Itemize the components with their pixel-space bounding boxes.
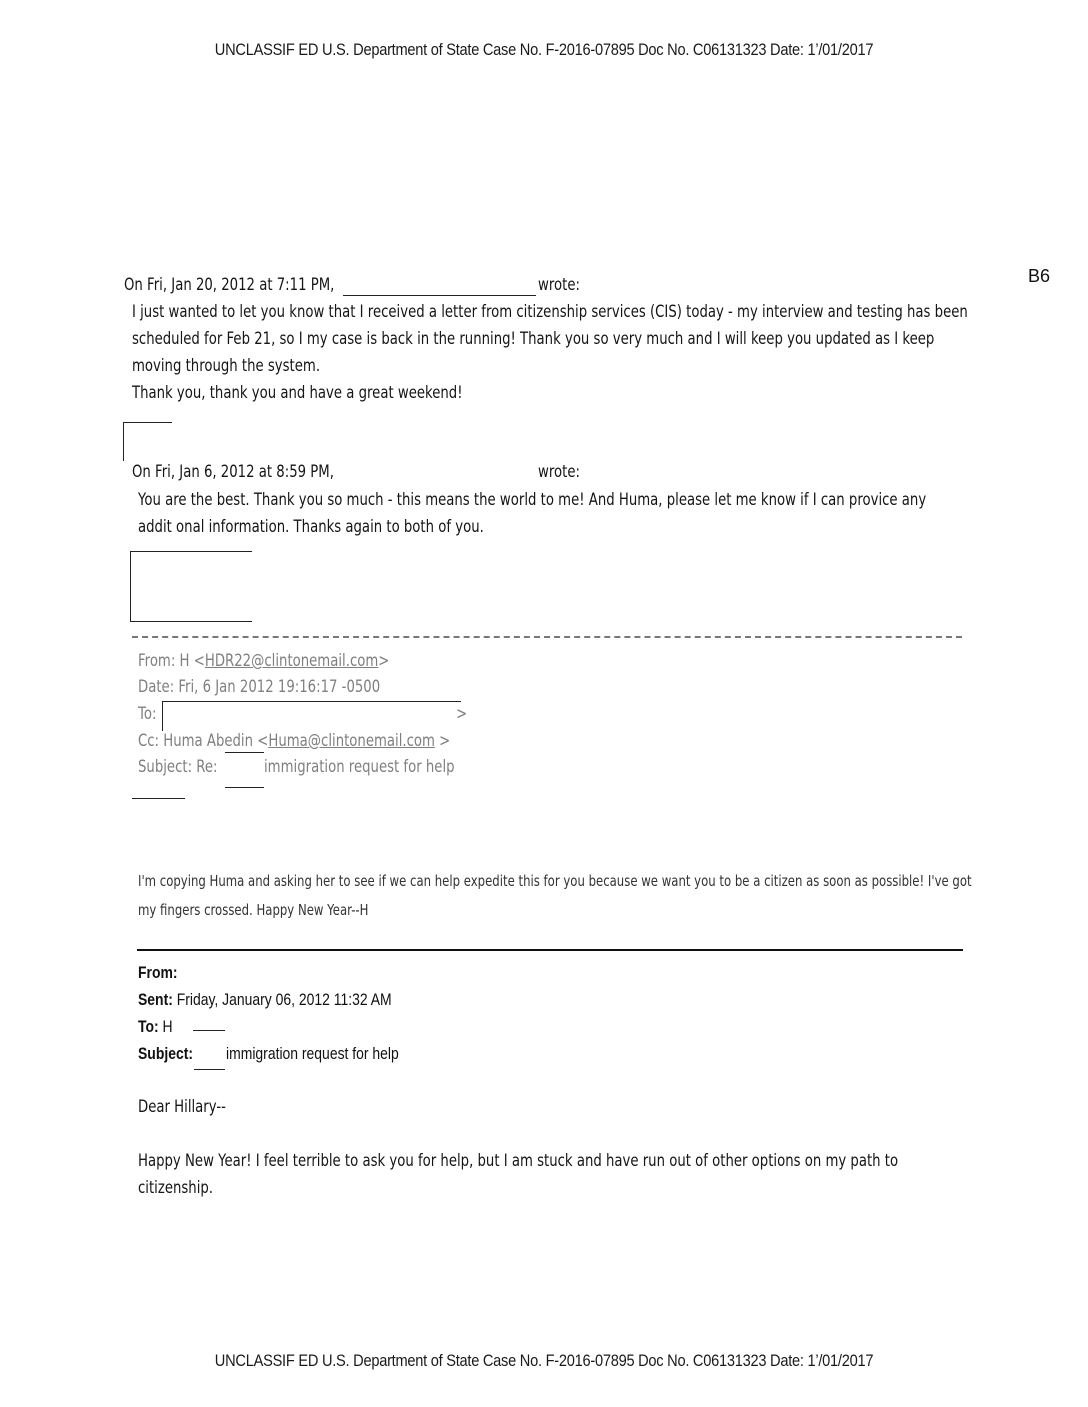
separator-solid bbox=[137, 949, 963, 951]
separator-dashed bbox=[132, 636, 962, 638]
msg2-line-2: addit onal information. Thanks again to both of you. bbox=[138, 517, 484, 537]
classification-header: UNCLASSIF ED U.S. Department of State Case No. F-2016-07895 Doc No. C06131323 Date: 1’/01/2017 bbox=[214, 40, 874, 59]
fwd-subject-prefix: Re: bbox=[196, 757, 218, 777]
orig-sent-label: Sent: bbox=[138, 990, 173, 1009]
orig-sent-value: Friday, January 06, 2012 11:32 AM bbox=[176, 990, 392, 1009]
reply-line-2: my fingers crossed. Happy New Year--H bbox=[138, 901, 369, 919]
orig-from-line bbox=[138, 963, 178, 983]
fwd-cc-email[interactable]: Huma@clintonemail.com bbox=[268, 731, 435, 751]
redaction-orig-subject bbox=[194, 1069, 225, 1070]
msg1-line-3: moving through the system. bbox=[132, 356, 321, 376]
redaction-orig-to bbox=[193, 1030, 225, 1031]
fwd-to-close: > bbox=[456, 704, 468, 724]
msg1-line-1: I just wanted to let you know that I received a letter from citizenship services (CIS) today - my interview and testing has been bbox=[132, 302, 968, 322]
msg1-line-4: Thank you, thank you and have a great weekend! bbox=[132, 383, 463, 403]
orig-subject-value: immigration request for help bbox=[226, 1044, 399, 1063]
orig-body-line-2: citizenship. bbox=[138, 1178, 214, 1198]
orig-subject-line bbox=[138, 1044, 193, 1064]
fwd-to-label: To: bbox=[138, 704, 157, 724]
orig-greeting: Dear Hillary-- bbox=[138, 1097, 226, 1117]
redaction-sender-1 bbox=[343, 295, 536, 296]
msg2-intro-suffix: wrote: bbox=[538, 462, 580, 482]
classification-footer: UNCLASSIF ED U.S. Department of State Case No. F-2016-07895 Doc No. C06131323 Date: 1’/01/2017 bbox=[214, 1351, 874, 1370]
fwd-subject-line bbox=[138, 757, 218, 777]
fwd-cc-label: Cc: bbox=[138, 731, 160, 751]
fwd-subject-label: Subject: bbox=[138, 757, 193, 777]
msg1-intro-suffix: wrote: bbox=[538, 275, 580, 295]
redaction-subject-top bbox=[225, 752, 264, 753]
fwd-cc-value: Huma Abedin < bbox=[163, 731, 269, 751]
reply-line-1: I'm copying Huma and asking her to see if we can help expedite this for you because we want you to be a citizen as soon as possible! I've got bbox=[138, 872, 972, 890]
fwd-subject-value: immigration request for help bbox=[264, 757, 455, 777]
orig-to-value: H bbox=[162, 1017, 173, 1036]
msg1-intro-prefix: On Fri, Jan 20, 2012 at 7:11 PM, bbox=[124, 275, 335, 295]
redaction-signature-2 bbox=[130, 551, 252, 622]
fwd-from-line bbox=[138, 651, 389, 671]
orig-to-line bbox=[138, 1017, 173, 1037]
orig-subject-label: Subject: bbox=[138, 1044, 193, 1063]
fwd-cc-line bbox=[138, 731, 450, 751]
fwd-from-email[interactable]: HDR22@clintonemail.com bbox=[204, 651, 379, 671]
orig-sent-line bbox=[138, 990, 392, 1010]
redaction-signature-1 bbox=[123, 422, 172, 461]
msg2-line-1: You are the best. Thank you so much - this means the world to me! And Huma, please let me know if I can provice any bbox=[138, 490, 927, 510]
redaction-fwd-bottom bbox=[132, 798, 185, 799]
orig-to-label: To: bbox=[138, 1017, 159, 1036]
orig-body-line-1: Happy New Year! I feel terrible to ask you for help, but I am stuck and have run out of other options on my path to bbox=[138, 1151, 899, 1171]
fwd-from-value: H < bbox=[179, 651, 205, 671]
redaction-to bbox=[162, 701, 461, 731]
exemption-code: B6 bbox=[1028, 266, 1051, 286]
msg1-line-2: scheduled for Feb 21, so I my case is back in the running! Thank you so very much and I will keep you updated as I keep bbox=[132, 329, 935, 349]
fwd-date-label: Date: bbox=[138, 677, 175, 697]
fwd-date-line bbox=[138, 677, 380, 697]
fwd-from-label: From: bbox=[138, 651, 176, 671]
fwd-cc-close: > bbox=[439, 731, 451, 751]
orig-from-label: From: bbox=[138, 963, 178, 982]
fwd-date-value: Fri, 6 Jan 2012 19:16:17 -0500 bbox=[178, 677, 381, 697]
msg2-intro-prefix: On Fri, Jan 6, 2012 at 8:59 PM, bbox=[132, 462, 334, 482]
fwd-from-close: > bbox=[378, 651, 390, 671]
redaction-subject-bottom bbox=[225, 787, 264, 788]
